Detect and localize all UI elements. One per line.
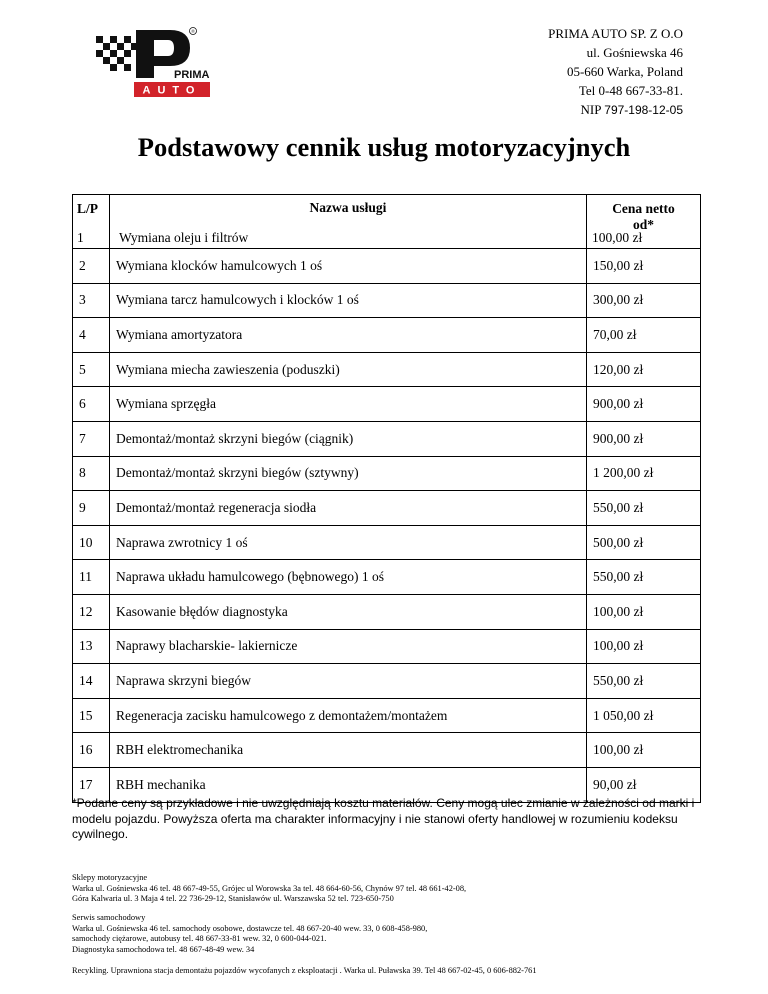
service-name: RBH elektromechanika: [110, 733, 587, 768]
table-row: [73, 698, 701, 733]
service-name: Naprawa zwrotnicy 1 oś: [110, 525, 587, 560]
service-price: 500,00 zł: [587, 525, 701, 560]
footer-service: [72, 913, 732, 955]
row-number: 16: [73, 733, 110, 768]
table-row: [73, 387, 701, 422]
row-number: 14: [73, 664, 110, 699]
price-column-header: [587, 201, 700, 233]
service-name: Demontaż/montaż skrzyni biegów (sztywny): [110, 456, 587, 491]
table-row: [73, 456, 701, 491]
shops-line: Góra Kalwaria ul. 3 Maja 4 tel. 22 736-29-12, Stanisławów ul. Warszawska 52 tel. 723-650-750: [72, 894, 394, 903]
row-number: 6: [73, 387, 110, 422]
row-number: 15: [73, 698, 110, 733]
row-number: 11: [73, 560, 110, 595]
footer-shops: [72, 873, 732, 905]
footer-recycling: Recykling. Uprawniona stacja demontażu pojazdów wycofanych z eksploatacji . Warka ul. Puławska 39. Tel 48 667-02-45, 0 606-882-761: [72, 966, 537, 975]
service-heading: Serwis samochodowy: [72, 913, 146, 922]
service-price: 90,00 zł: [587, 767, 701, 802]
service-name: Wymiana klocków hamulcowych 1 oś: [110, 249, 587, 284]
service-name: Demontaż/montaż regeneracja siodła: [110, 491, 587, 526]
price-table: [72, 194, 701, 803]
price-header-line2: od*: [632, 217, 654, 232]
table-row: [73, 283, 701, 318]
service-name: RBH mechanika: [110, 767, 587, 802]
row-number: 3: [73, 283, 110, 318]
row-number: 17: [73, 767, 110, 802]
row-number: 4: [73, 318, 110, 353]
nip-label: NIP: [580, 102, 602, 117]
service-price: 70,00 zł: [587, 318, 701, 353]
service-price: 550,00 zł: [587, 560, 701, 595]
company-name: PRIMA AUTO SP. Z O.O: [548, 26, 683, 41]
service-line: samochody ciężarowe, autobusy tel. 48 667-33-81 wew. 32, 0 600-044-021.: [72, 934, 327, 943]
service-name: Wymiana tarcz hamulcowych i klocków 1 oś: [110, 283, 587, 318]
service-price: 550,00 zł: [587, 664, 701, 699]
price-header-line1: Cena netto: [612, 201, 675, 216]
service-price: 100,00 zł: [587, 733, 701, 768]
row-number: 7: [73, 421, 110, 456]
service-name: Wymiana miecha zawieszenia (poduszki): [110, 352, 587, 387]
service-price: 1 200,00 zł: [587, 456, 701, 491]
table-row: [73, 594, 701, 629]
service-price: 900,00 zł: [587, 387, 701, 422]
row-number: 13: [73, 629, 110, 664]
service-price: 300,00 zł: [587, 283, 701, 318]
nip-number: 797-198-12-05: [604, 103, 683, 117]
service-name: Regeneracja zacisku hamulcowego z demontażem/montażem: [110, 698, 587, 733]
table-row: [73, 664, 701, 699]
service-name: Wymiana sprzęgła: [110, 387, 587, 422]
service-line: Diagnostyka samochodowa tel. 48 667-48-49 wew. 34: [72, 944, 255, 954]
company-nip: [548, 100, 683, 120]
document-title: Podstawowy cennik usług motoryzacyjnych: [137, 132, 631, 162]
row-number: 5: [73, 352, 110, 387]
company-street: ul. Gośniewska 46: [586, 45, 683, 60]
service-price: 150,00 zł: [587, 249, 701, 284]
table-row: [73, 560, 701, 595]
company-phone: Tel 0-48 667-33-81.: [578, 83, 683, 98]
prima-auto-logo-graphic: [92, 22, 210, 102]
service-name: Wymiana amortyzatora: [110, 318, 587, 353]
registered-mark: ®: [191, 29, 195, 34]
logo-auto-text: AUTO: [142, 84, 202, 97]
table-row: [73, 352, 701, 387]
service-price: 550,00 zł: [587, 491, 701, 526]
shops-line: Warka ul. Gośniewska 46 tel. 48 667-49-55, Grójec ul Worowska 3a tel. 48 664-60-56, Chynów 97 tel. 48 661-42-08,: [72, 883, 467, 893]
shops-heading: Sklepy motoryzacyjne: [72, 873, 148, 882]
service-price: 100,00 zł: [587, 629, 701, 664]
table-row: [73, 318, 701, 353]
row-number: 12: [73, 594, 110, 629]
service-line: Warka ul. Gośniewska 46 tel. samochody osobowe, dostawcze tel. 48 667-20-40 wew. 33, 0 608-458-980,: [72, 923, 428, 933]
name-column-header: Nazwa usługi: [309, 200, 387, 215]
row-number: 9: [73, 491, 110, 526]
service-price: 120,00 zł: [587, 352, 701, 387]
service-name: Demontaż/montaż skrzyni biegów (ciągnik): [110, 421, 587, 456]
company-city: 05-660 Warka, Poland: [566, 64, 683, 79]
service-name: Kasowanie błędów diagnostyka: [110, 594, 587, 629]
name-cell: [110, 195, 587, 249]
service-price: 900,00 zł: [587, 421, 701, 456]
lp-cell: [73, 195, 110, 249]
price-cell: [587, 195, 701, 249]
company-address: [548, 24, 683, 120]
row-number: 8: [73, 456, 110, 491]
table-header-row: [73, 195, 701, 249]
table-row: [73, 525, 701, 560]
company-logo: [92, 22, 210, 102]
service-name: Naprawy blacharskie- lakiernicze: [110, 629, 587, 664]
lp-column-header: L/P: [77, 201, 99, 216]
table-row: [73, 421, 701, 456]
service-price: 100,00 zł: [592, 230, 643, 245]
logo-prima-text: PRIMA: [174, 69, 210, 81]
service-price: 100,00 zł: [587, 594, 701, 629]
table-row: [73, 733, 701, 768]
row-number: 2: [73, 249, 110, 284]
price-disclaimer: *Podane ceny są przykładowe i nie uwzględniają kosztu materiałów. Ceny mogą ulec zmianie w zależności od marki i modelu pojazdu. Powyższa oferta ma charakter informacyjny i nie stanowi oferty handlowej w rozumieniu kodeksu cywilnego.: [72, 796, 695, 841]
row-number: 1: [77, 230, 84, 245]
service-name: Naprawa skrzyni biegów: [110, 664, 587, 699]
service-name: Naprawa układu hamulcowego (bębnowego) 1 oś: [110, 560, 587, 595]
table-row: [73, 491, 701, 526]
table-row: [73, 629, 701, 664]
service-name: Wymiana oleju i filtrów: [119, 230, 249, 245]
row-number: 10: [73, 525, 110, 560]
service-price: 1 050,00 zł: [587, 698, 701, 733]
table-row: [73, 249, 701, 284]
